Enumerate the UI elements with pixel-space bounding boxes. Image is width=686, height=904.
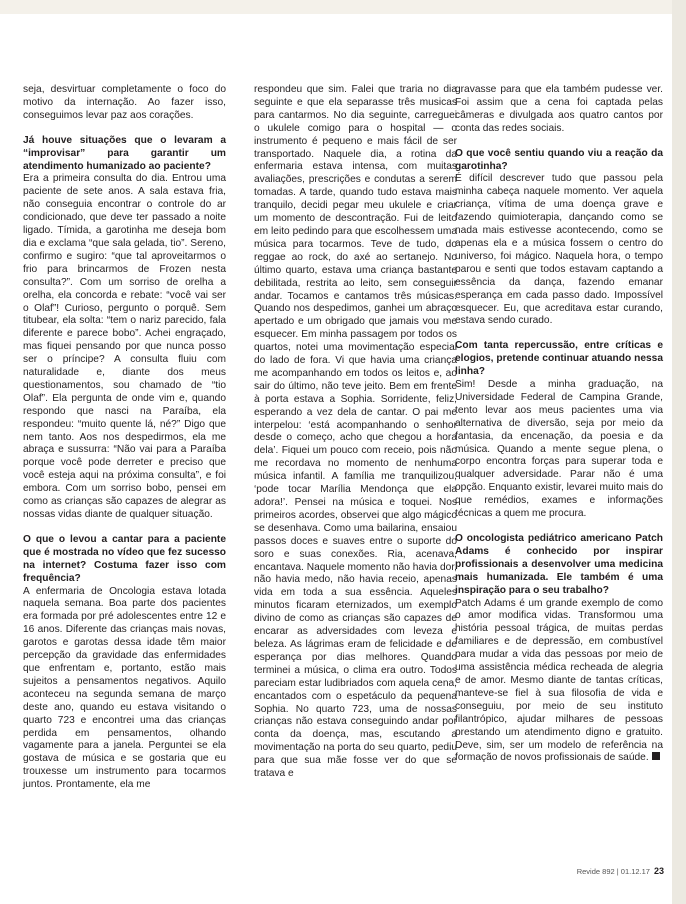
page-edge-band	[672, 0, 686, 904]
paragraph: seja, desvirtuar completamente o foco do motivo da internação. Ao fazer isso, conseguimos levar paz aos corações.	[23, 84, 226, 121]
question-heading: O que o levou a cantar para a paciente que é mostrada no vídeo que fez sucesso na internet? Costuma fazer isso com frequência?	[23, 533, 226, 584]
page-footer	[577, 866, 664, 876]
column-1	[23, 84, 226, 804]
column-3	[455, 84, 663, 777]
paragraph: respondeu que sim. Falei que traria no dia seguinte e que ela separasse três musicas para cantarmos. No dia seguinte, carreguei o ukulele comigo para o hospital — o instrumento é pequeno e mais fácil de ser transportado. Naquele dia, a rotina da enfermaria estava intensa, com muitas avaliações, prescrições e condutas a serem tomadas. A tarde, quando tudo estava mais tranquilo, decidi pegar meu ukulele e criar um momento de descontração. Fui de leito em leito pedindo para que escolhessem uma música para tocarmos. Teve de tudo, do reggae ao rock, do axé ao sertanejo. No último quarto, estava uma criança bastante debilitada, restrita ao leito, sem conseguir andar. Tocamos e cantamos três músicas. Quando nos despedimos, ganhei um abraço apertado e um obrigado que jamais vou me esquecer. Em minha passagem por todos os quartos, notei uma movimentação especial do lado de fora. Vi que havia uma criança me acompanhando em todos os leitos e, ao sair do último, não teve jeito. Bem em frente à porta estava a Sophia. Sorridente, feliz, esperando a vez dela de cantar. O pai me interpelou: ‘está acompanhando o senhor desde o começo, acho que chegou a hora dela’. Fiquei um pouco com receio, pois não me recordava no momento de nenhuma música infantil. A família me tranquilizou, ‘pode tocar Marília Mendonça que ela adora!’. Pensei na música e toquei. Nos primeiros acordes, observei que algo mágico se desenhava. Como uma bailarina, ensaiou passos doces e suaves entre o suporte do soro e suas conexões. Ria, acenava, encantava. Naquele momento não havia dor, não havia medo, não havia receio, apenas vida em toda a sua essência. Aqueles minutos ficaram eternizados, um exemplo divino de como as crianças são capazes de encarar as adversidades com leveza e beleza. As lágrimas eram de felicidade e de esperança por dias melhores. Quando terminei a música, o clima era outro. Todos pareciam estar ludibriados com aquela cena, encantados com o espetáculo da pequena Sophia. No quarto 723, uma de nossas crianças não estava conseguindo andar por conta da doença, mas, escutando a movimentação na porta do seu quarto, pediu para que sua mãe fosse ver do que se tratava e	[254, 84, 457, 780]
issue-info: Revide 892 | 01.12.17	[576, 867, 650, 876]
page-number: 23	[653, 866, 664, 876]
answer-paragraph: A enfermaria de Oncologia estava lotada naquela semana. Boa parte dos pacientes era formada por pré adolescentes entre 12 e 16 anos. Diferente das crianças mais novas, garotos e garotas dessa idade têm maior percepção da gravidade das enfermidades que enfrentam e, portanto, estão mais sujeitos a pensamentos negativos. Aquilo aconteceu na segunda semana de março deste ano, quando eu estava visitando o quarto 723 e encontrei uma das crianças perdida em pensamentos, olhando vagamente para a janela. Perguntei se ela gostava de música e se gostaria que eu trouxesse um instrumento para tocarmos juntos. Prontamente, ela me	[23, 585, 226, 791]
page-top-band	[0, 0, 686, 14]
answer-paragraph: É difícil descrever tudo que passou pela minha cabeça naquele momento. Ver aquela criança, vítima de uma doença grave e fazendo quimioterapia, dançando como se nada mais estivesse acontecendo, como se apenas ela e a música fossem o centro do universo, foi mágico. Naquela hora, o tempo parou e senti que todos estavam captando a essência da dança, fazendo emanar esperança em cada passo dado. Impossível esquecer. Eu, que acreditava estar curando, estava sendo curado.	[455, 173, 663, 327]
question-heading: O oncologista pediátrico americano Patch Adams é conhecido por inspirar profissionais a desenvolver uma medicina mais humanizada. Ele também é uma inspiração para o seu trabalho?	[455, 533, 663, 596]
question-heading: O que você sentiu quando viu a reação da garotinha?	[455, 147, 663, 172]
question-heading: Com tanta repercussão, entre críticas e elogios, pretende continuar atuando nessa linha?	[455, 340, 663, 378]
end-of-article-icon	[652, 752, 660, 760]
paragraph: gravasse para que ela também pudesse ver. Foi assim que a cena foi captada pelas câmeras e divulgada aos quatro cantos por conta das redes sociais.	[455, 84, 663, 134]
answer-paragraph: Era a primeira consulta do dia. Entrou uma paciente de sete anos. A sala estava fria, não conseguia encontrar o controle do ar condicionado, que deve ter passado a noite ligado. Tímida, a garotinha me deseja bom dia e exclama “que sala gelada, tio”. Sereno, confirmo e sugiro: “que tal aproveitarmos o frio para brincarmos de Frozen nesta consulta?”. Com um sorriso de orelha a orelha, ela concorda e rebate: “você vai ser o Olaf”! Curioso, pergunto o porquê. Sem titubear, ela solta: “tem o nariz parecido, fala diferente e parece bobo”. Achei engraçado, mas fiquei pensando por que nunca posso ser o príncipe? A consulta fluiu com naturalidade e, diante dos meus questionamentos, sou chamado de “tio Olaf”. Ela pergunta de onde vim e, quando respondo que nasci na Paraíba, ela respondeu: “muito quente lá, né?” Digo que nem tanto. Aos nos despedirmos, ela me abraça e sussurra: “Não vai para a Paraíba porque você pode derreter e preciso que você esteja aqui na próxima consulta”, e foi embora. Com um sorriso bobo, pensei em como as crianças são capazes de alegrar as nossas vidas diante de qualquer situação.	[23, 173, 226, 520]
column-2	[254, 84, 457, 793]
question-heading: Já houve situações que o levaram a “improvisar” para garantir um atendimento humanizado ao paciente?	[23, 134, 226, 172]
answer-paragraph	[455, 598, 663, 766]
answer-paragraph: Sim! Desde a minha graduação, na Universidade Federal de Campina Grande, tento levar aos meus pacientes uma via alternativa de diversão, seja por meio da fantasia, da encenação, da poesia e da música. Quando a mente segue plena, o corpo encontra forças para superar toda e qualquer adversidade. Parar não é uma opção. Enquanto existir, levarei muito mais do que remédios, exames e informações técnicas a quem me procura.	[455, 379, 663, 520]
answer-text: Patch Adams é um grande exemplo de como o amor modifica vidas. Transformou uma história pessoal trágica, de muitas perdas familiares e de depressão, em combustível para mudar a vida das pessoas por meio de uma assistência médica recheada de alegria e de amor. Mesmo diante de tantas críticas, manteve-se fiel à sua filosofia de vida e conseguiu, por meio de seu instituto filantrópico, ajudar milhares de pessoas prestando um atendimento digno e gratuito. Deve, sim, ser um modelo de referência na formação de novos profissionais de saúde.	[455, 597, 663, 764]
